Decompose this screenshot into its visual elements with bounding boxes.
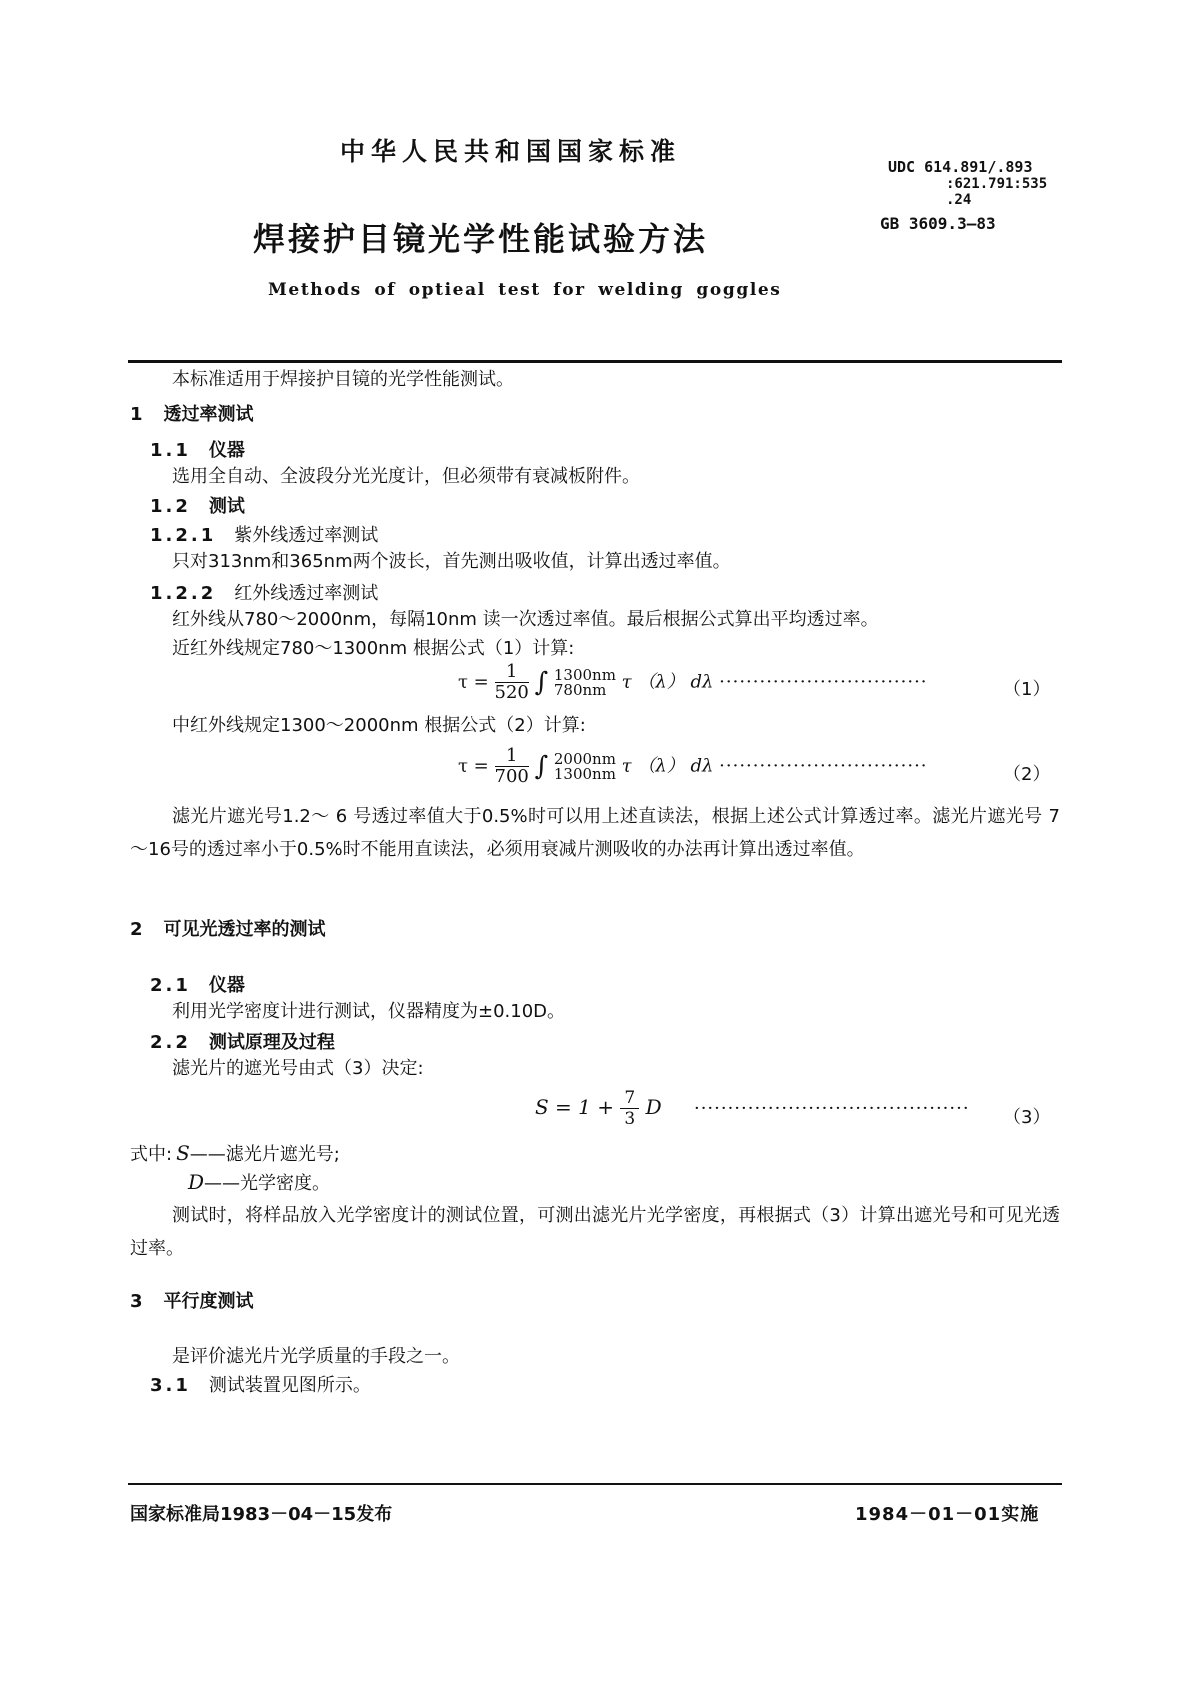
eq2-upper-limit: 2000nm — [553, 749, 616, 768]
eq2-fraction — [495, 746, 529, 787]
section-number: 2 — [130, 919, 146, 940]
section-title: 仪器 — [208, 975, 245, 996]
section-number: 3.1 — [150, 1375, 191, 1396]
definition-s — [130, 1141, 340, 1167]
section-1-1-text: 选用全自动、全波段分光光度计，但必须带有衰减板附件。 — [172, 466, 640, 487]
eq1-integrand: τ （λ） dλ — [621, 671, 714, 693]
eq1-lower-limit: 780nm — [553, 680, 607, 699]
section-2-heading — [130, 915, 326, 941]
def-s-text: ——滤光片遮光号; — [189, 1144, 340, 1165]
eq2-limits — [553, 749, 616, 783]
eq2-denominator: 700 — [494, 766, 529, 787]
where-label: 式中: — [130, 1144, 173, 1165]
def-d-text: ——光学密度。 — [204, 1173, 331, 1194]
section-1-2-1-text: 只对313nm和365nm两个波长，首先测出吸收值，计算出透过率值。 — [172, 551, 731, 572]
section-1-2-2-text3: 中红外线规定1300～2000nm 根据公式（2）计算: — [172, 715, 586, 736]
eq2-numerator: 1 — [495, 746, 529, 767]
intro-text: 本标准适用于焊接护目镜的光学性能测试。 — [172, 369, 514, 390]
section-3-text: 是评价滤光片光学质量的手段之一。 — [172, 1346, 460, 1367]
udc-code-line3: .24 — [946, 192, 972, 208]
equation-3-label: （3） — [1003, 1107, 1051, 1128]
section-number: 3 — [130, 1291, 146, 1312]
section-title: 红外线透过率测试 — [234, 583, 379, 604]
section-1-2-2-text2: 近红外线规定780～1300nm 根据公式（1）计算: — [172, 638, 575, 659]
section-1-2-heading — [150, 492, 245, 518]
equation-1-label: （1） — [1003, 679, 1051, 700]
udc-code-line2: :621.791:535 — [946, 176, 1048, 192]
section-1-2-1-heading — [150, 521, 378, 547]
eq1-lhs: τ = — [458, 671, 489, 693]
integral-icon: ∫ — [534, 751, 549, 782]
eq1-limits — [553, 665, 616, 699]
equation-1 — [458, 662, 928, 703]
section-2-1-heading — [150, 971, 245, 997]
section-number: 1.2.1 — [150, 525, 217, 546]
eq3-fraction — [620, 1088, 639, 1129]
integral-icon: ∫ — [534, 667, 549, 698]
section-number: 1 — [130, 404, 146, 425]
eq1-leader-dots: ······························· — [719, 671, 928, 693]
section-title: 测试 — [208, 496, 245, 517]
section-3-1 — [150, 1374, 371, 1398]
def-s-symbol: S — [176, 1141, 190, 1165]
eq1-upper-limit: 1300nm — [553, 665, 616, 684]
section-title: 测试原理及过程 — [208, 1032, 335, 1053]
eq1-denominator: 520 — [494, 682, 529, 703]
section-2-2-heading — [150, 1028, 335, 1054]
section-1-2-2-text1: 红外线从780～2000nm，每隔10nm 读一次透过率值。最后根据公式算出平均透过率。 — [172, 609, 879, 630]
section-title: 可见光透过率的测试 — [163, 919, 326, 940]
section-1-heading — [130, 400, 254, 426]
section-title: 透过率测试 — [163, 404, 254, 425]
eq3-lhs: S = 1 + — [535, 1095, 615, 1119]
equation-3 — [535, 1088, 970, 1129]
eq3-denominator: 3 — [624, 1109, 636, 1129]
section-number: 1.2 — [150, 496, 191, 517]
section-3-heading — [130, 1287, 254, 1313]
eq2-leader-dots: ······························· — [719, 755, 928, 777]
eq3-leader-dots: ········································· — [693, 1098, 970, 1119]
effective-date: 1984－01－01实施 — [855, 1504, 1040, 1525]
footer-divider — [128, 1483, 1062, 1485]
section-2-2-text2: 测试时，将样品放入光学密度计的测试位置，可测出滤光片光学密度，再根据式（3）计算出遮光号和可见光透过率。 — [130, 1205, 1060, 1259]
gb-standard-code: GB 3609.3—83 — [880, 214, 996, 233]
definition-d — [188, 1170, 330, 1196]
section-number: 2.2 — [150, 1032, 191, 1053]
eq2-lower-limit: 1300nm — [553, 764, 616, 783]
section-1-1-heading — [150, 436, 245, 462]
section-number: 1.1 — [150, 440, 191, 461]
header-divider — [128, 360, 1062, 363]
document-title-english: Methods of optieal test for welding goggles — [268, 280, 782, 300]
section-3-1-text: 测试装置见图所示。 — [208, 1375, 371, 1396]
document-title: 焊接护目镜光学性能试验方法 — [253, 220, 709, 258]
udc-code-line1: UDC 614.891/.893 — [888, 158, 1033, 176]
section-number: 2.1 — [150, 975, 191, 996]
section-2-2-text1: 滤光片的遮光号由式（3）决定: — [172, 1058, 424, 1079]
equation-2 — [458, 746, 928, 787]
section-title: 紫外线透过率测试 — [234, 525, 379, 546]
equation-2-label: （2） — [1003, 764, 1051, 785]
section-title: 仪器 — [208, 440, 245, 461]
eq1-fraction — [495, 662, 529, 703]
eq3-variable: D — [645, 1095, 662, 1119]
eq2-integrand: τ （λ） dλ — [621, 755, 714, 777]
section-1-2-2-heading — [150, 579, 378, 605]
issued-date: 国家标准局1983－04－15发布 — [130, 1504, 393, 1525]
def-d-symbol: D — [188, 1170, 205, 1194]
eq2-lhs: τ = — [458, 755, 489, 777]
section-2-1-text: 利用光学密度计进行测试，仪器精度为±0.10D。 — [172, 1001, 566, 1022]
section-title: 平行度测试 — [163, 1291, 254, 1312]
national-standard-heading: 中华人民共和国国家标准 — [340, 137, 682, 166]
eq1-numerator: 1 — [495, 662, 529, 683]
section-1-2-2-text4: 滤光片遮光号1.2～ 6 号透过率值大于0.5%时可以用上述直读法，根据上述公式计算透过率。滤光片遮光号 7 ～16号的透过率小于0.5%时不能用直读法，必须用衰减片测吸收的办法再计算出透过率值。 — [130, 806, 1060, 860]
section-number: 1.2.2 — [150, 583, 217, 604]
eq3-numerator: 7 — [620, 1088, 639, 1109]
